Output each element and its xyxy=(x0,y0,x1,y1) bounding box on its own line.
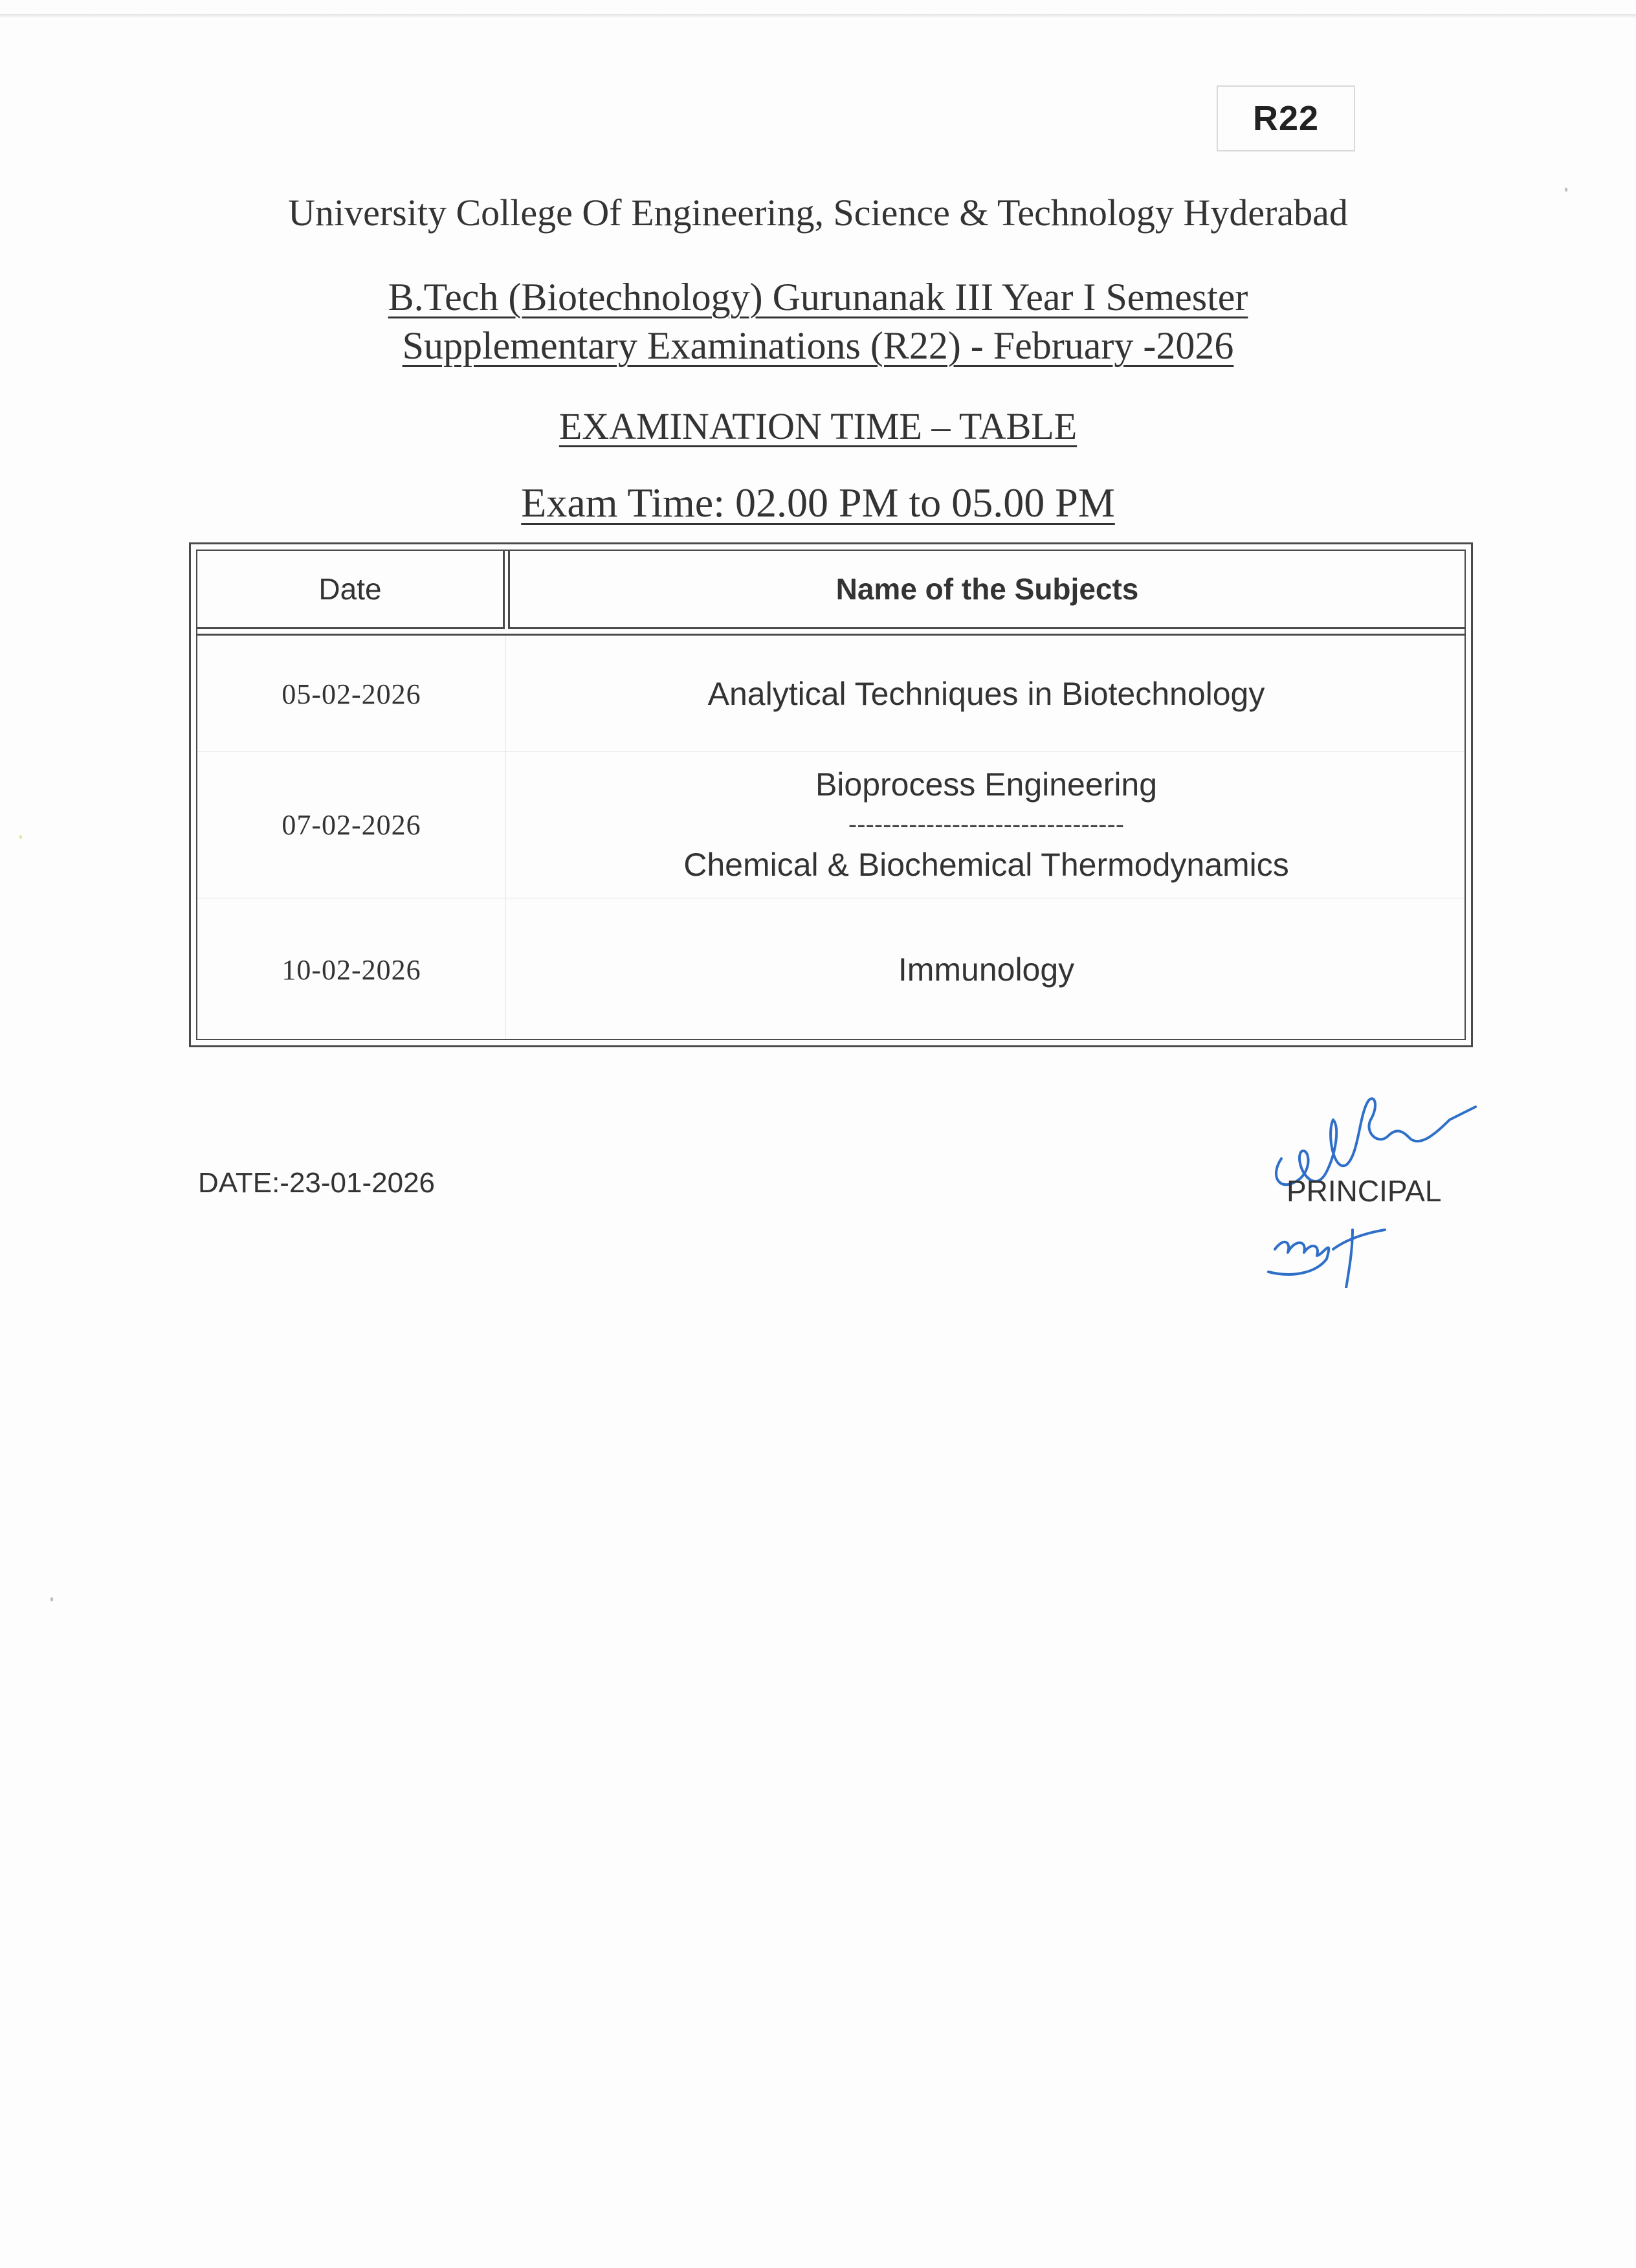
subject-name: Immunology xyxy=(898,951,1075,988)
exam-time-text: Exam Time: 02.00 PM to 05.00 PM xyxy=(521,480,1115,526)
issue-date: DATE:-23-01-2026 xyxy=(198,1167,436,1199)
subject-name: Chemical & Biochemical Thermodynamics xyxy=(683,847,1289,883)
scan-speck xyxy=(19,835,22,839)
programme-heading-text: B.Tech (Biotechnology) Gurunanak III Year I Semester xyxy=(388,276,1248,318)
scan-edge-shadow xyxy=(0,14,1636,18)
subject-name: Bioprocess Engineering xyxy=(815,766,1158,803)
exam-time xyxy=(0,479,1636,527)
scan-speck xyxy=(50,1597,53,1601)
scan-speck xyxy=(1565,188,1567,192)
principal-label: PRINCIPAL xyxy=(1287,1174,1442,1208)
programme-heading xyxy=(0,275,1636,320)
row-1-date: 05-02-2026 xyxy=(282,678,421,710)
exam-heading xyxy=(0,324,1636,368)
regulation-code-box: R22 xyxy=(1217,85,1355,151)
row-2-subjects xyxy=(508,753,1465,896)
row-2-date: 07-02-2026 xyxy=(282,808,421,841)
row-divider xyxy=(197,751,1465,752)
subject-separator: -------------------------------- xyxy=(848,810,1125,839)
subject-name: Analytical Techniques in Biotechnology xyxy=(707,676,1265,712)
timetable-inner-frame xyxy=(196,550,1466,1040)
header-subjects: Name of the Subjects xyxy=(508,551,1465,629)
header-divider xyxy=(197,634,1465,636)
timetable xyxy=(189,542,1473,1047)
row-3-date: 10-02-2026 xyxy=(282,953,421,986)
header-date: Date xyxy=(197,551,505,629)
column-divider xyxy=(505,636,506,1039)
section-title xyxy=(0,405,1636,448)
exam-heading-text: Supplementary Examinations (R22) - February -2026 xyxy=(402,324,1234,367)
row-1-subjects xyxy=(508,636,1465,751)
row-3-subjects xyxy=(508,899,1465,1040)
college-name: University College Of Engineering, Science & Technology Hyderabad xyxy=(288,192,1348,234)
section-title-text: EXAMINATION TIME – TABLE xyxy=(558,405,1078,447)
